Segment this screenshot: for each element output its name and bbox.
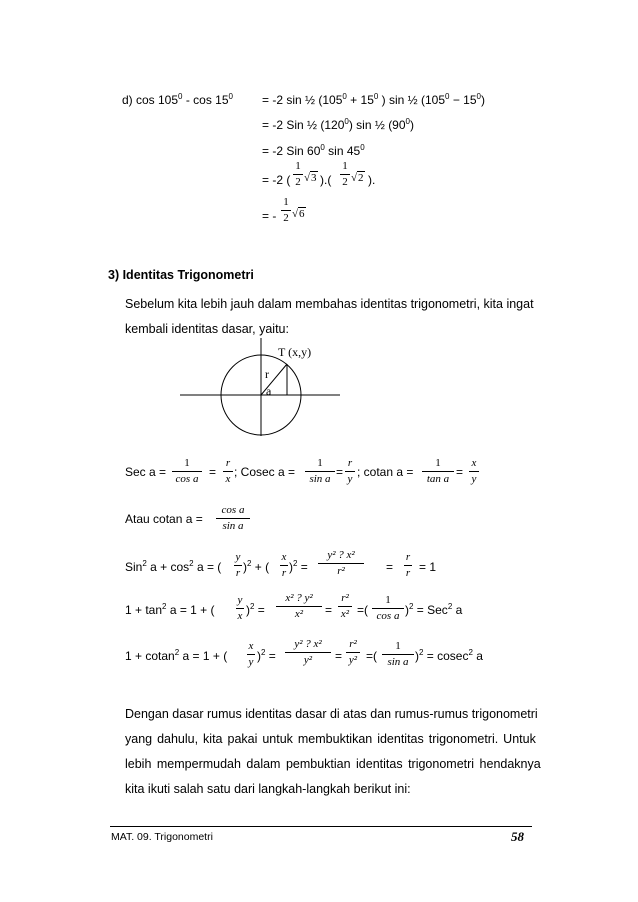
fraction-x-over-y: x y xyxy=(469,457,479,486)
unit-circle-diagram xyxy=(180,336,340,436)
sqrt-3: √3 xyxy=(304,172,317,184)
identity-1-mid: )$^2$ + ( xyxy=(243,559,270,574)
eq-sign-3: = xyxy=(456,465,464,479)
sqrt-2: √2 xyxy=(351,172,364,184)
footer-rule xyxy=(110,826,532,827)
closing-line-2: yang dahulu, kita pakai untuk membuktikan identitas trigonometri. Untuk xyxy=(125,732,536,746)
fraction-1-over-tan: 1 tan a xyxy=(422,457,454,486)
eq-sign-5: = xyxy=(325,603,333,617)
fraction-x-over-y-b: x y xyxy=(248,640,254,668)
fraction-1-over-cos: 1 cos a xyxy=(172,457,202,486)
identity-2-rhs: )$^2$ = Sec$^2$ a xyxy=(405,602,463,617)
eq-sign-1: = xyxy=(209,465,217,479)
example-d-line-5: = - xyxy=(262,209,277,223)
fraction-half-a: 1 2 xyxy=(293,160,303,189)
fraction-1-over-sin: 1 sin a xyxy=(305,457,335,486)
fraction-half-c: 1 2 xyxy=(281,196,291,225)
point-label: T (x,y) xyxy=(278,345,312,359)
closing-line-3: lebih mempermudah dalam pembuktian identitas trigonometri hendaknya xyxy=(125,757,541,771)
example-d-line-4: = -2 ( xyxy=(262,173,291,187)
identity-3-mid: )$^2$ = xyxy=(257,648,276,663)
eq-sign-6: = xyxy=(335,649,343,663)
footer-title: MAT. 09. Trigonometri xyxy=(111,831,213,843)
fraction-cos-over-sin: cos a sin a xyxy=(216,504,250,533)
fraction-y-over-x: y x xyxy=(237,594,243,622)
identity-3-lhs: 1 + cotan$^2$ a = 1 + ( xyxy=(125,648,228,663)
closing-line-1: Dengan dasar rumus identitas dasar di atas dan rumus-rumus trigonometri xyxy=(125,707,538,721)
eq-open-1: =( xyxy=(357,603,369,617)
identity-2-mid: )$^2$ = xyxy=(246,602,265,617)
fraction-r-over-x: r x xyxy=(223,457,233,486)
cosec-label: ; Cosec a = xyxy=(234,465,296,479)
sqrt-6: √6 xyxy=(292,208,305,220)
section-heading: 3) Identitas Trigonometri xyxy=(108,268,254,282)
cotan-label: ; cotan a = xyxy=(357,465,414,479)
example-d-lhs: d) $\cos 105^0$ - $\cos 15^0$ xyxy=(122,92,233,107)
radius-label: r xyxy=(265,367,269,381)
example-d-line-1: = -2 sin ½ ($105^0 + 15^0$ ) sin ½ $(105^0 - 15^0)$ xyxy=(262,92,485,107)
identity-2-lhs: $1 + \tan^2 a = 1$ + ( xyxy=(125,602,215,617)
fraction-x-over-r: x r xyxy=(281,551,287,579)
example-d-line-4-mid: ).( xyxy=(320,173,332,187)
example-d-line-4-end: ). xyxy=(368,173,376,187)
sec-label: Sec a = xyxy=(125,465,167,479)
fraction-y2x2-over-y2: y² ? x² y² xyxy=(285,638,331,667)
intro-line-1: Sebelum kita lebih jauh dalam membahas identitas trigonometri, kita ingat xyxy=(125,297,534,311)
fraction-y-over-r: y r xyxy=(235,551,241,579)
atau-cotan-label: Atau cotan a = xyxy=(125,512,203,526)
identity-1-lhs: Sin$^2$ $a + \cos^2 a$ = ( xyxy=(125,559,222,574)
page-number: 58 xyxy=(511,829,524,844)
identity-1-mid-2: )$^2$ = xyxy=(289,559,308,574)
fraction-y2x2-over-r2: y² ? x² r² xyxy=(318,549,364,578)
eq-open-2: =( xyxy=(366,649,378,663)
fraction-r2-over-y2: r² y² xyxy=(346,638,360,667)
example-d-line-3: = -2 Sin $60^0$ $\sin 45^0$ xyxy=(262,143,365,158)
example-d-line-2: = -2 Sin ½ $(120^0)$ sin ½ $(90^0)$ xyxy=(262,117,414,132)
intro-line-2: kembali identitas dasar, yaitu: xyxy=(125,322,289,336)
fraction-r2-over-x2: r² x² xyxy=(338,592,352,621)
eq-one: = 1 xyxy=(419,560,437,574)
fraction-r-over-r: r r xyxy=(405,551,411,579)
closing-line-4: kita ikuti salah satu dari langkah-langkah berikut ini: xyxy=(125,782,411,796)
fraction-half-b: 1 2 xyxy=(340,160,350,189)
eq-sign-2: = xyxy=(336,465,344,479)
fraction-1-over-sin-b: 1 sin a xyxy=(382,640,414,669)
fraction-1-over-cos-b: 1 cos a xyxy=(372,594,404,623)
fraction-r-over-y: r y xyxy=(345,457,355,486)
eq-sign-4: = xyxy=(386,560,394,574)
angle-label: a xyxy=(266,384,272,398)
fraction-x2y2-over-x2: x² ? y² x² xyxy=(276,592,322,621)
identity-3-rhs: )$^2$ = cosec$^2$ a xyxy=(415,648,483,663)
